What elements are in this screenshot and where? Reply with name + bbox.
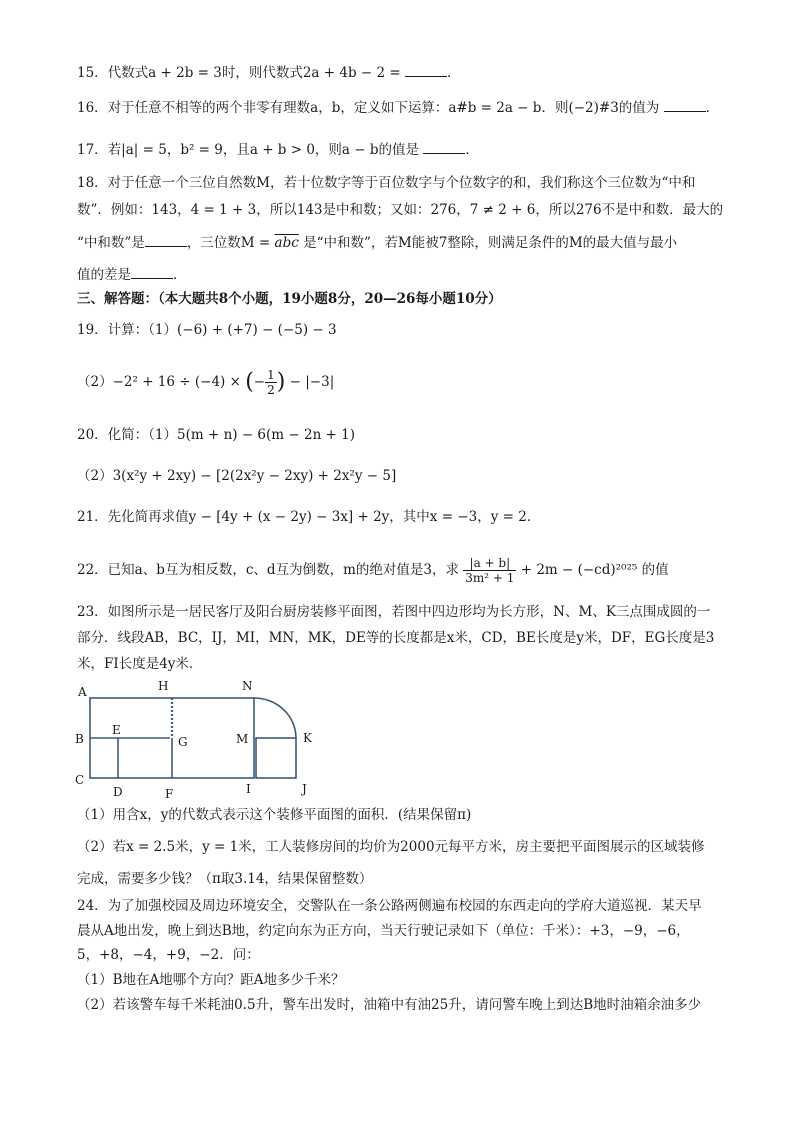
plan-arc-NK	[254, 698, 296, 738]
q18-text-a: “中和数”是	[77, 235, 145, 251]
q19-frac-den: 2	[267, 383, 275, 397]
label-H: H	[158, 679, 169, 693]
q18-abc: $\overline{abc}$	[274, 235, 299, 251]
q24-sub1: （1）B地在A地哪个方向？距A地多少千米？	[77, 972, 345, 988]
q22-frac-num: |a + b|	[463, 556, 516, 571]
q23-line1: 23．如图所示是一居民客厅及阳台厨房装修平面图，若图中四边形均为长方形，N、M、K三点围成圆的一	[77, 604, 711, 620]
q19-line1: 19．计算：（1）(−6) + (+7) − (−5) − 3	[77, 322, 337, 338]
q19-fraction	[265, 368, 277, 397]
label-K: K	[303, 731, 312, 745]
q16-text: 对于任意不相等的两个非零有理数a，b，定义如下运算：a#b = 2a − b．则(−2)#3的值为	[107, 100, 660, 116]
q18-answer-blank-2[interactable]	[131, 264, 173, 279]
q16-number: 16．	[77, 100, 108, 116]
q23-sub2b: 完成，需要多少钱？（π取3.14，结果保留整数）	[77, 871, 373, 887]
q22-fraction	[463, 556, 516, 585]
q18-line1: 18．对于任意一个三位自然数M，若十位数字等于百位数字与个位数字的和，我们称这个三位数为“中和	[77, 175, 696, 191]
q19-frac-num: 1	[267, 368, 275, 382]
q15-number: 15．	[77, 65, 108, 81]
q17-end: ．	[465, 142, 479, 158]
q15-end: ．	[447, 65, 461, 81]
plan-square-MK	[256, 738, 296, 778]
question-21: 21．先化简再求值y − [4y + (x − 2y) − 3x] + 2y，其中x = −3，y = 2．	[77, 509, 541, 525]
q19-right-paren: )	[276, 369, 286, 395]
q23-line3: 米，FI长度是4y米．	[77, 656, 203, 672]
q18-text-b: ，三位数M =	[186, 235, 271, 251]
q22-text-a: 22．已知a、b互为相反数，c、d互为倒数，m的绝对值是3，求	[77, 562, 459, 578]
q15-text: 代数式a + 2b = 3时，则代数式2a + 4b − 2 =	[107, 65, 401, 81]
q24-line3: 5，+8，−4，+9，−2．问：	[77, 947, 260, 963]
q18-text-d: 是“中和数”，若M能被7整除，则满足条件的M的最大值与最小	[303, 235, 678, 251]
label-A: A	[78, 685, 87, 699]
label-J: J	[302, 782, 307, 796]
q18-line2: 数”．例如：143，4 = 1 + 3，所以143是中和数；又如：276，7 ≠ 2 + 6，所以276不是中和数．最大的	[77, 202, 724, 218]
q19-line2: （2）−2² + 16 ÷ (−4) × (− $\frac{1}{2}$ ) − |−3|	[77, 368, 335, 397]
q20-line2: （2）3(x²y + 2xy) − [2(2x²y − 2xy) + 2x²y − 5]	[77, 468, 397, 484]
q24-line1: 24．为了加强校园及周边环境安全，交警队在一条公路两侧遍布校园的东西走向的学府大道巡视．某天早	[77, 898, 702, 914]
q19-part2-b: − |−3|	[289, 374, 335, 390]
label-D: D	[113, 785, 123, 799]
q22-text-b: + 2m − (−cd)²⁰²⁵ 的值	[520, 562, 669, 578]
q22-frac-den: 3m² + 1	[465, 571, 515, 585]
q18-end: ．	[173, 267, 187, 283]
q24-sub2: （2）若该警车每千米耗油0.5升，警车出发时，油箱中有油25升，请问警车晚上到达B地时油箱余油多少	[77, 997, 702, 1013]
floor-plan-figure	[70, 676, 330, 800]
label-C: C	[75, 773, 85, 787]
question-15	[77, 62, 727, 83]
q16-answer-blank[interactable]	[664, 97, 706, 112]
label-I: I	[246, 782, 251, 796]
question-17	[77, 139, 727, 160]
section-3-heading: 三、解答题：（本大题共8个小题，19小题8分，20—26每小题10分）	[77, 291, 502, 307]
q23-line2: 部分．线段AB，BC，IJ，MI，MN，MK，DE等的长度都是x米，CD，BE长度是y米，DF，EG长度是3	[77, 630, 715, 646]
q17-text: 若|a| = 5，b² = 9，且a + b > 0，则a − b的值是	[107, 142, 420, 158]
q17-number: 17．	[77, 142, 108, 158]
question-22	[77, 550, 727, 590]
label-N: N	[242, 679, 253, 693]
q24-line2: 晨从A地出发，晚上到达B地，约定向东为正方向，当天行驶记录如下（单位：千米）：+3，−9，−6，	[77, 923, 690, 939]
q20-line1: 20．化简：（1）5(m + n) − 6(m − 2n + 1)	[77, 427, 356, 443]
q18-line3	[77, 232, 727, 253]
q19-left-paren: (	[245, 369, 254, 395]
label-B: B	[75, 732, 84, 746]
label-M: M	[236, 732, 249, 746]
label-F: F	[165, 787, 174, 800]
q18-answer-blank-1[interactable]	[145, 232, 187, 247]
q18-line4	[77, 264, 727, 285]
q15-answer-blank[interactable]	[405, 62, 447, 77]
q23-sub2: （2）若x = 2.5米，y = 1米，工人装修房间的均价为2000元每平方米，房主要把平面图展示的区域装修	[77, 839, 705, 855]
label-E: E	[112, 723, 121, 737]
label-G: G	[178, 735, 188, 749]
q23-sub1: （1）用含x，y的代数式表示这个装修平面图的面积．(结果保留π)	[77, 807, 472, 823]
q16-end: ．	[705, 100, 720, 116]
q17-answer-blank[interactable]	[423, 139, 465, 154]
question-16	[77, 97, 727, 118]
q19-part2-a: （2）−2² + 16 ÷ (−4) ×	[77, 374, 241, 390]
q18-text-e: 值的差是	[77, 267, 131, 283]
